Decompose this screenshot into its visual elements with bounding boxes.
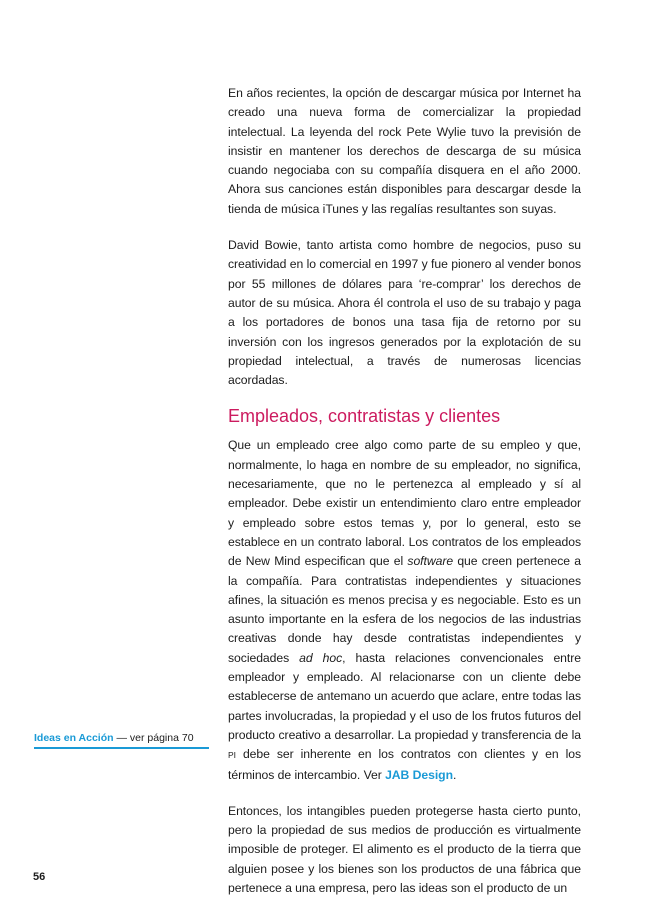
paragraph-employees xyxy=(228,436,581,784)
paragraph-bowie: David Bowie, tanto artista como hombre de negocios, puso su creatividad en lo comercial en 1997 y fue pionero al vender bonos por 55 millones de dólares para ‘re-comprar’ los derechos de autor de su música. Ahora él controla el uso de su trabajo y paga a los portadores de bonos una tasa fija de retorno por su inversión con los ingresos generados por la explotación de su propiedad intelectual, a través de numerosas licencias acordadas. xyxy=(228,238,581,388)
employees-end: . xyxy=(452,767,457,782)
side-note xyxy=(34,731,209,749)
pi-abbreviation: PI xyxy=(228,750,236,761)
side-note-reference: — ver página 70 xyxy=(113,732,194,744)
employees-italic-adhoc: ad hoc xyxy=(299,650,343,665)
employees-text-1: Que un empleado cree algo como parte de su empleo y que, normalmente, lo haga en nombre de su empleador, no significa, necesariamente, que no le pertenezca al empleado y sí al empleador. Debe existir un entendimiento claro entre empleador y empleado sobre estos temas y, por lo general, esto se establece en un contrato laboral. Los contratos de los empleados de New Mind especifican que el xyxy=(228,438,581,569)
employees-italic-software: software xyxy=(407,554,454,569)
paragraph-downloads: En años recientes, la opción de descargar música por Internet ha creado una nueva forma de comercializar la propiedad intelectual. La leyenda del rock Pete Wylie tuvo la previsión de insistir en mantener los derechos de descarga de su música cuando negociaba con su compañía disquera en el año 2000. Ahora sus canciones están disponibles para descargar desde la tienda de música iTunes y las regalías resultantes son suyas. xyxy=(228,86,581,216)
paragraph-intangibles: Entonces, los intangibles pueden protegerse hasta cierto punto, pero la propiedad de sus medios de producción es virtualmente imposible de proteger. El alimento es el producto de la tierra que alguien posee y los bienes son los productos de una fábrica que pertenece a una empresa, pero las ideas son el producto de un xyxy=(228,803,581,895)
employees-text-3: , hasta relaciones convencionales entre empleador y empleado. Al relacionarse con un cliente debe establecerse de antemano un acuerdo que aclare, entre todas las partes involucradas, la propiedad y el uso de los frutos futuros del producto creativo a desarrollar. La propiedad y transferencia de la xyxy=(228,650,581,742)
jab-design-link[interactable]: JAB Design xyxy=(385,767,453,782)
employees-text-4: debe ser inherente en los contratos con clientes y en los términos de intercambio. Ver xyxy=(228,747,581,782)
main-column xyxy=(228,84,581,898)
employees-text-2: que creen pertenece a la compañía. Para contratistas independientes y situaciones afines, la situación es menos precisa y es negociable. Esto es un asunto importante en la esfera de los negocios de las industrias creativas donde hay desde contratistas independientes y sociedades xyxy=(228,554,581,665)
side-note-label[interactable]: Ideas en Acción xyxy=(34,732,114,744)
page-number: 56 xyxy=(33,871,46,883)
section-heading: Empleados, contratistas y clientes xyxy=(228,406,501,427)
